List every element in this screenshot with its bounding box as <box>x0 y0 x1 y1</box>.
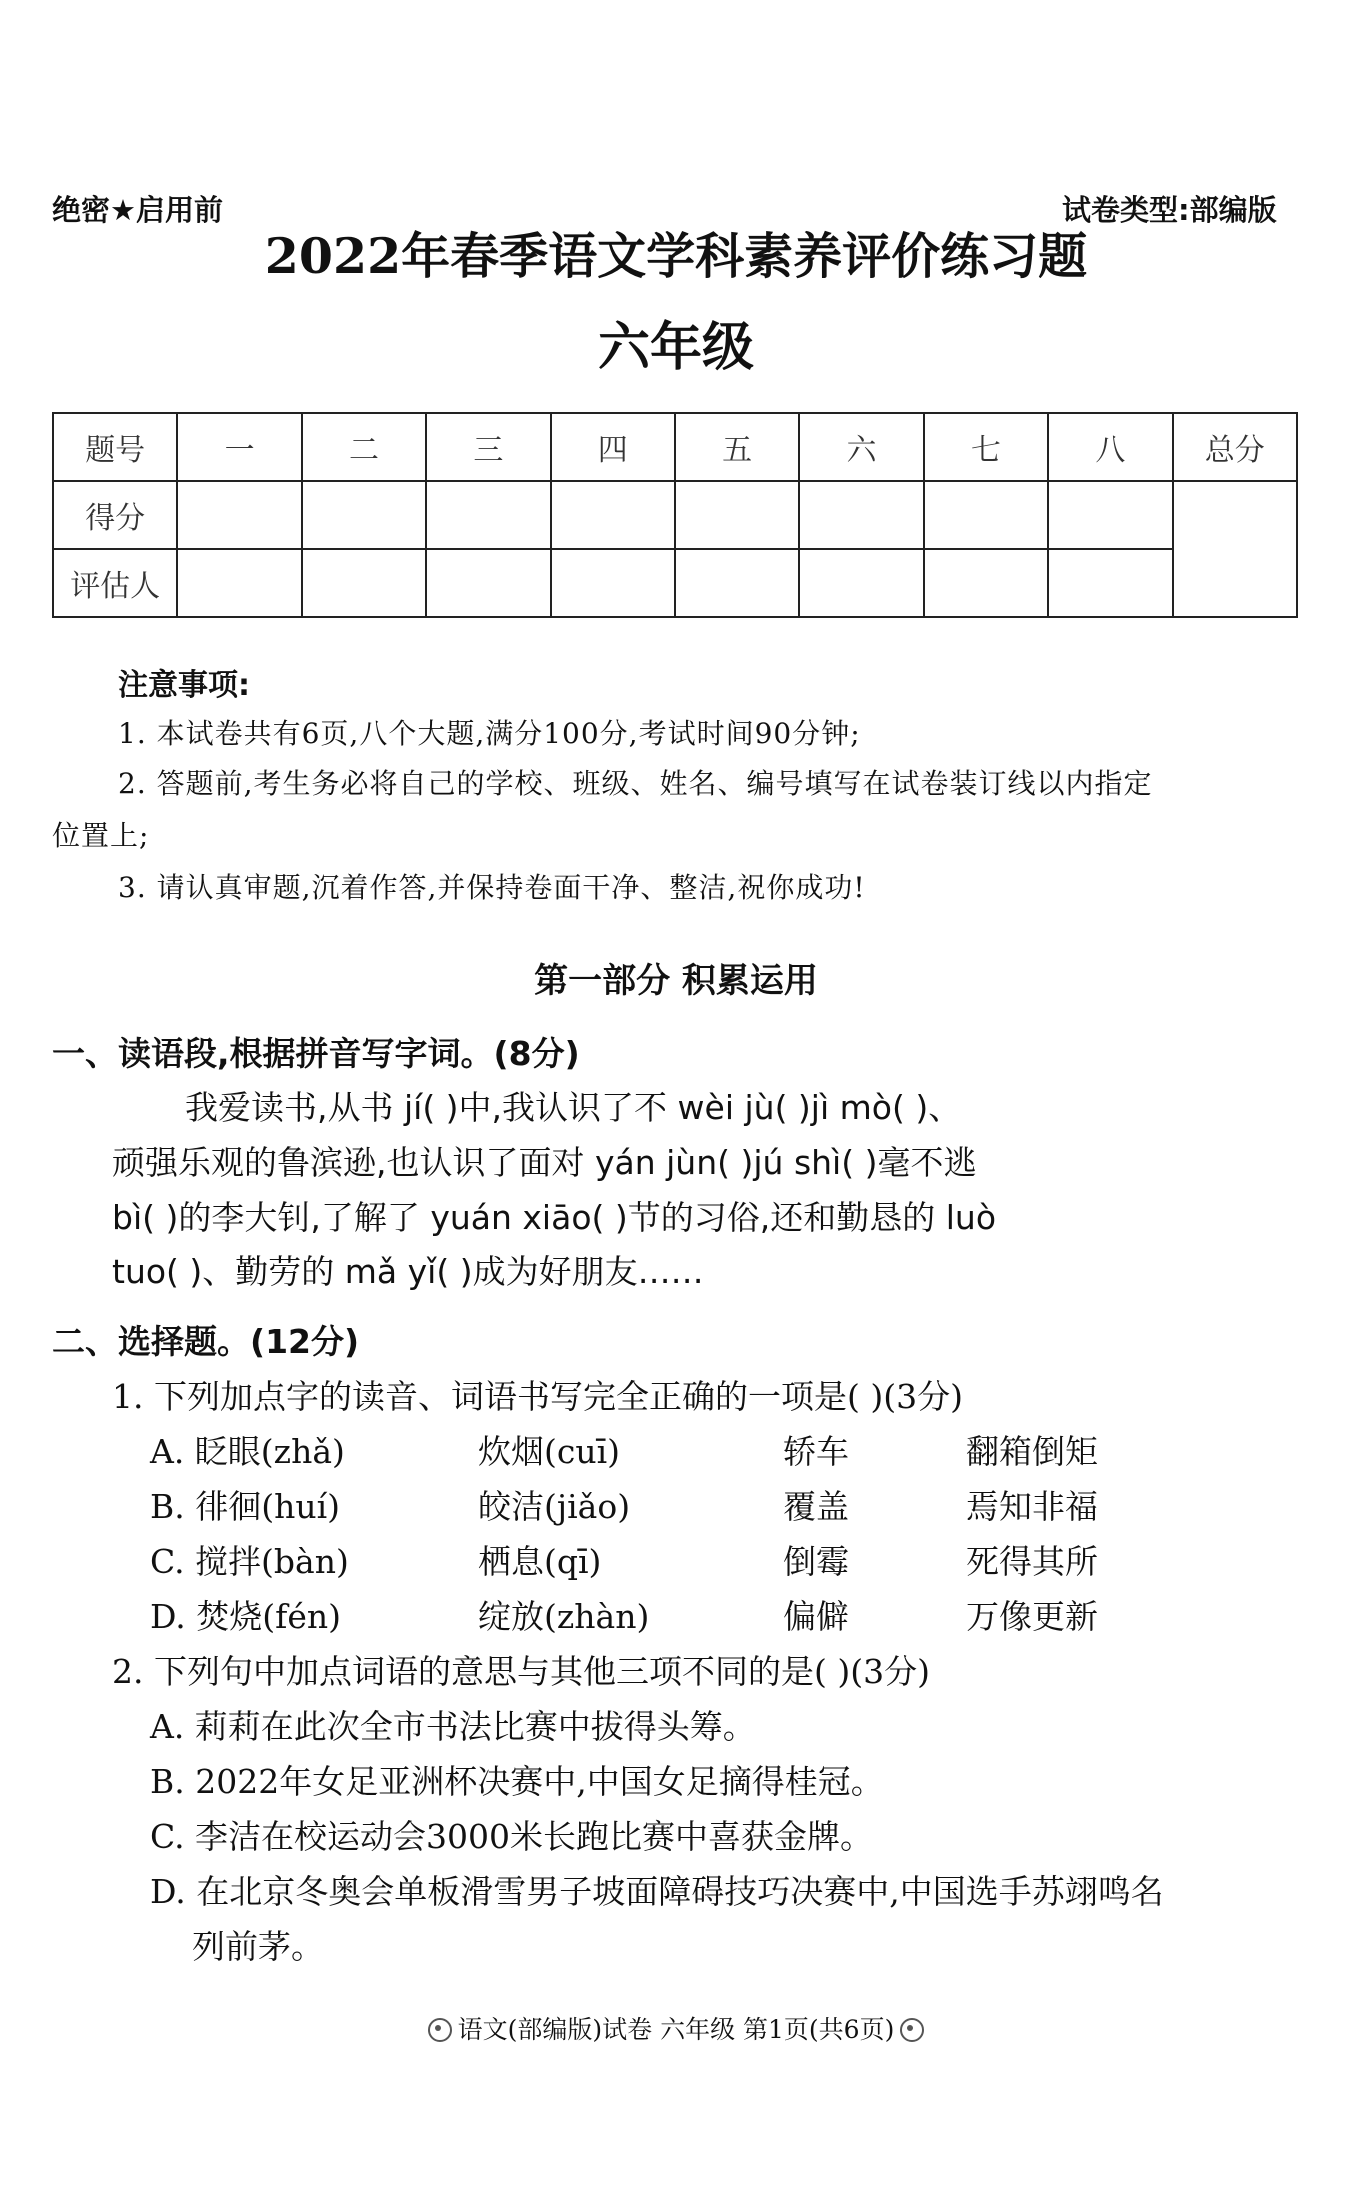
header-cell: 七 <box>924 413 1048 481</box>
section-heading: 二、选择题。(12分) <box>52 1322 360 1361</box>
option-d-word: 绽放(zhàn) <box>478 1597 650 1636</box>
question-option: B. 2022年女足亚洲杯决赛中,中国女足摘得桂冠。 <box>150 1762 884 1801</box>
header-cell: 一 <box>177 413 301 481</box>
evaluator-cell[interactable] <box>302 549 426 617</box>
note-item: 1. 本试卷共有6页,八个大题,满分100分,考试时间90分钟; <box>118 717 861 750</box>
score-cell[interactable] <box>426 481 550 549</box>
option-d-word: 偏僻 <box>783 1597 849 1636</box>
section-heading: 一、读语段,根据拼音写字词。(8分) <box>52 1034 580 1073</box>
option-b-word: B. 徘徊(huí) <box>150 1487 341 1526</box>
ornament-icon <box>900 2018 924 2042</box>
notes-title: 注意事项: <box>118 668 250 703</box>
header-cell: 八 <box>1048 413 1172 481</box>
exam-title: 2022年春季语文学科素养评价练习题 <box>264 227 1088 285</box>
evaluator-cell[interactable] <box>1048 549 1172 617</box>
evaluator-cell[interactable] <box>799 549 923 617</box>
row-label: 得分 <box>53 481 177 549</box>
grade-title: 六年级 <box>597 317 754 378</box>
total-score-cell[interactable] <box>1173 481 1297 617</box>
passage-line: 我爱读书,从书 jí( )中,我认识了不 wèi jù( )jì mò( )、 <box>185 1088 962 1127</box>
note-item: 位置上; <box>52 819 150 852</box>
score-table <box>52 412 1298 618</box>
evaluator-cell[interactable] <box>426 549 550 617</box>
option-c-word: 倒霉 <box>783 1542 849 1581</box>
evaluator-cell[interactable] <box>551 549 675 617</box>
note-item: 3. 请认真审题,沉着作答,并保持卷面干净、整洁,祝你成功! <box>118 871 866 904</box>
option-b-word: 覆盖 <box>783 1487 849 1526</box>
evaluator-row <box>53 549 1297 617</box>
ornament-icon <box>428 2018 452 2042</box>
row-label: 评估人 <box>53 549 177 617</box>
part-title: 第一部分 积累运用 <box>534 961 818 1001</box>
header-cell: 总分 <box>1173 413 1297 481</box>
score-row <box>53 481 1297 549</box>
note-item: 2. 答题前,考生务必将自己的学校、班级、姓名、编号填写在试卷装订线以内指定 <box>118 767 1153 800</box>
score-table-header-row <box>53 413 1297 481</box>
option-b-word: 焉知非福 <box>966 1487 1098 1526</box>
score-cell[interactable] <box>302 481 426 549</box>
score-cell[interactable] <box>799 481 923 549</box>
passage-line: bì( )的李大钊,了解了 yuán xiāo( )节的习俗,还和勤恳的 luò <box>112 1198 997 1237</box>
question-stem: 1. 下列加点字的读音、词语书写完全正确的一项是( )(3分) <box>112 1377 963 1416</box>
score-cell[interactable] <box>675 481 799 549</box>
question-option: A. 莉莉在此次全市书法比赛中拔得头筹。 <box>150 1707 756 1746</box>
score-cell[interactable] <box>1048 481 1172 549</box>
paper-type-label: 试卷类型:部编版 <box>1062 193 1277 227</box>
question-option: 列前茅。 <box>192 1927 324 1966</box>
score-cell[interactable] <box>551 481 675 549</box>
confidential-label: 绝密★启用前 <box>52 193 223 227</box>
question-stem: 2. 下列句中加点词语的意思与其他三项不同的是( )(3分) <box>112 1652 930 1691</box>
page-footer <box>0 2010 1352 2046</box>
option-a-word: 翻箱倒矩 <box>966 1432 1098 1471</box>
evaluator-cell[interactable] <box>675 549 799 617</box>
option-d-word: 万像更新 <box>966 1597 1098 1636</box>
passage-line: tuo( )、勤劳的 mǎ yǐ( )成为好朋友…… <box>112 1252 704 1291</box>
header-cell: 五 <box>675 413 799 481</box>
option-a-word: A. 眨眼(zhǎ) <box>150 1432 345 1471</box>
option-a-word: 炊烟(cuī) <box>478 1432 621 1471</box>
evaluator-cell[interactable] <box>924 549 1048 617</box>
evaluator-cell[interactable] <box>177 549 301 617</box>
option-c-word: 栖息(qī) <box>478 1542 602 1581</box>
header-cell: 题号 <box>53 413 177 481</box>
score-cell[interactable] <box>177 481 301 549</box>
option-a-word: 轿车 <box>783 1432 849 1471</box>
option-c-word: C. 搅拌(bàn) <box>150 1542 349 1581</box>
score-cell[interactable] <box>924 481 1048 549</box>
header-cell: 二 <box>302 413 426 481</box>
option-d-word: D. 焚烧(fén) <box>150 1597 342 1636</box>
question-option: C. 李洁在校运动会3000米长跑比赛中喜获金牌。 <box>150 1817 874 1856</box>
option-b-word: 皎洁(jiǎo) <box>478 1487 631 1526</box>
option-c-word: 死得其所 <box>966 1542 1098 1581</box>
footer-text: 语文(部编版)试卷 六年级 第1页(共6页) <box>457 2015 895 2044</box>
header-cell: 三 <box>426 413 550 481</box>
passage-line: 顽强乐观的鲁滨逊,也认识了面对 yán jùn( )jú shì( )毫不逃 <box>112 1143 977 1182</box>
header-cell: 四 <box>551 413 675 481</box>
header-cell: 六 <box>799 413 923 481</box>
question-option: D. 在北京冬奥会单板滑雪男子坡面障碍技巧决赛中,中国选手苏翊鸣名 <box>150 1872 1164 1911</box>
